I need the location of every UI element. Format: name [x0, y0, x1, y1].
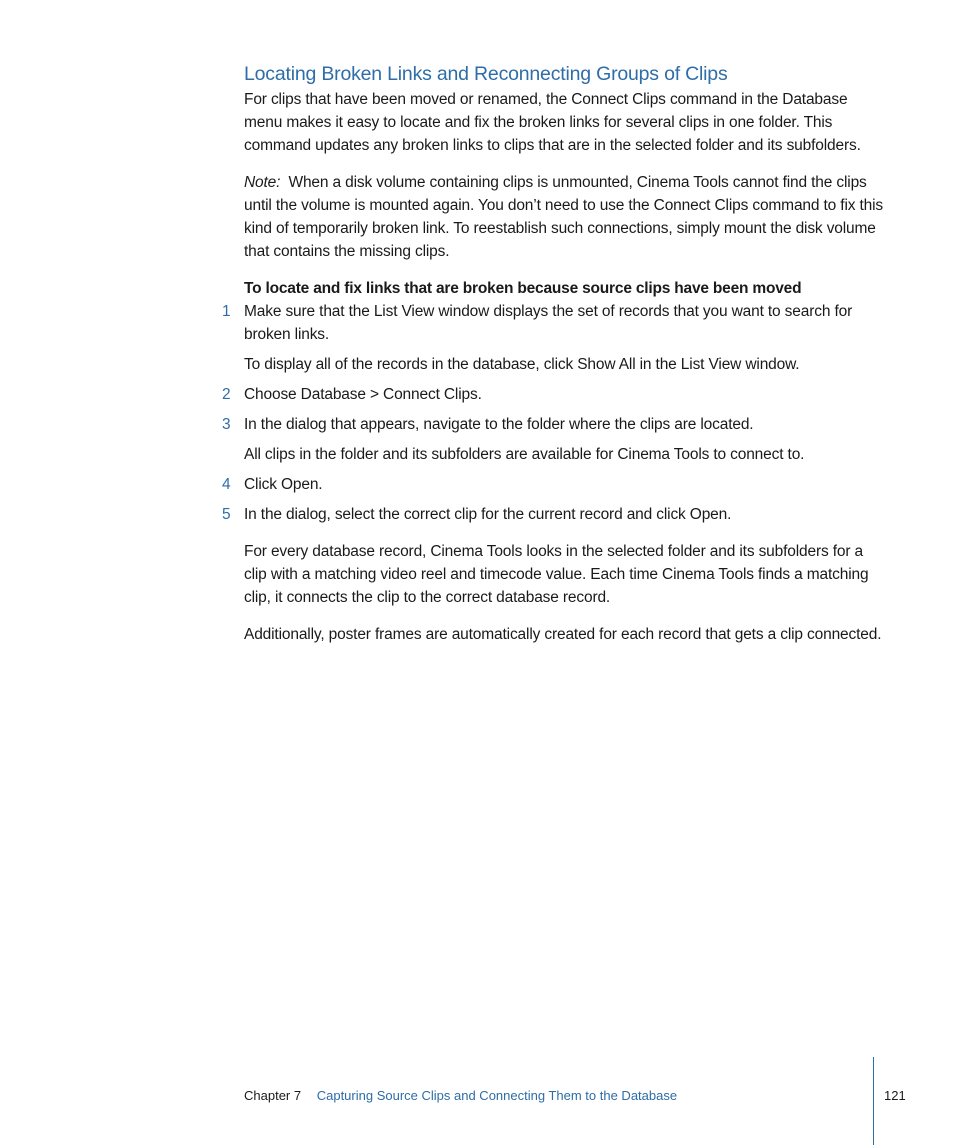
note-text: When a disk volume containing clips is unmounted, Cinema Tools cannot find the clips until the volume is mounted again. You don’t need to use the Connect Clips command to fix this kind of temporarily broken link. To reestablish such connections, simply mount the disk volume that contains the missing clips.: [244, 174, 884, 260]
intro-paragraph: For clips that have been moved or renamed, the Connect Clips command in the Database menu makes it easy to locate and fix the broken links for several clips in one folder. This command updates any broken links to clips that are in the selected folder and its subfolders.: [244, 91, 861, 154]
note-paragraph: [244, 171, 884, 263]
step-note: To display all of the records in the database, click Show All in the List View window.: [244, 356, 800, 373]
step-item: [222, 413, 884, 466]
section-heading: Locating Broken Links and Reconnecting Groups of Clips: [244, 63, 728, 85]
step-text: In the dialog that appears, navigate to the folder where the clips are located.: [244, 416, 754, 433]
step-text: Choose Database > Connect Clips.: [244, 386, 482, 403]
result-paragraph: For every database record, Cinema Tools looks in the selected folder and its subfolders for a clip with a matching video reel and timecode value. Each time Cinema Tools finds a matching clip, it connects the clip to the correct database record.: [244, 543, 869, 606]
step-item: [222, 383, 884, 406]
result-paragraph: Additionally, poster frames are automatically created for each record that gets a clip connected.: [244, 626, 882, 643]
step-number: 3: [222, 416, 231, 433]
note-label: Note:: [244, 174, 281, 191]
step-item: [222, 503, 884, 526]
step-item: [222, 300, 884, 376]
step-text: Make sure that the List View window displays the set of records that you want to search for broken links.: [244, 303, 853, 343]
step-text: In the dialog, select the correct clip for the current record and click Open.: [244, 506, 732, 523]
page-footer: [244, 1087, 677, 1105]
step-number: 4: [222, 476, 231, 493]
step-note: All clips in the folder and its subfolders are available for Cinema Tools to connect to.: [244, 446, 805, 463]
page-number: 121: [884, 1088, 906, 1103]
step-number: 1: [222, 303, 231, 320]
footer-chapter: Chapter 7: [244, 1088, 302, 1103]
step-number: 5: [222, 506, 231, 523]
page-content: [222, 60, 884, 646]
step-number: 2: [222, 386, 231, 403]
footer-divider: [873, 1057, 874, 1145]
step-item: [222, 473, 884, 496]
step-text: Click Open.: [244, 476, 323, 493]
footer-chapter-title: Capturing Source Clips and Connecting Them to the Database: [316, 1088, 678, 1103]
steps-list: [222, 300, 884, 526]
task-heading: To locate and fix links that are broken because source clips have been moved: [244, 280, 802, 297]
